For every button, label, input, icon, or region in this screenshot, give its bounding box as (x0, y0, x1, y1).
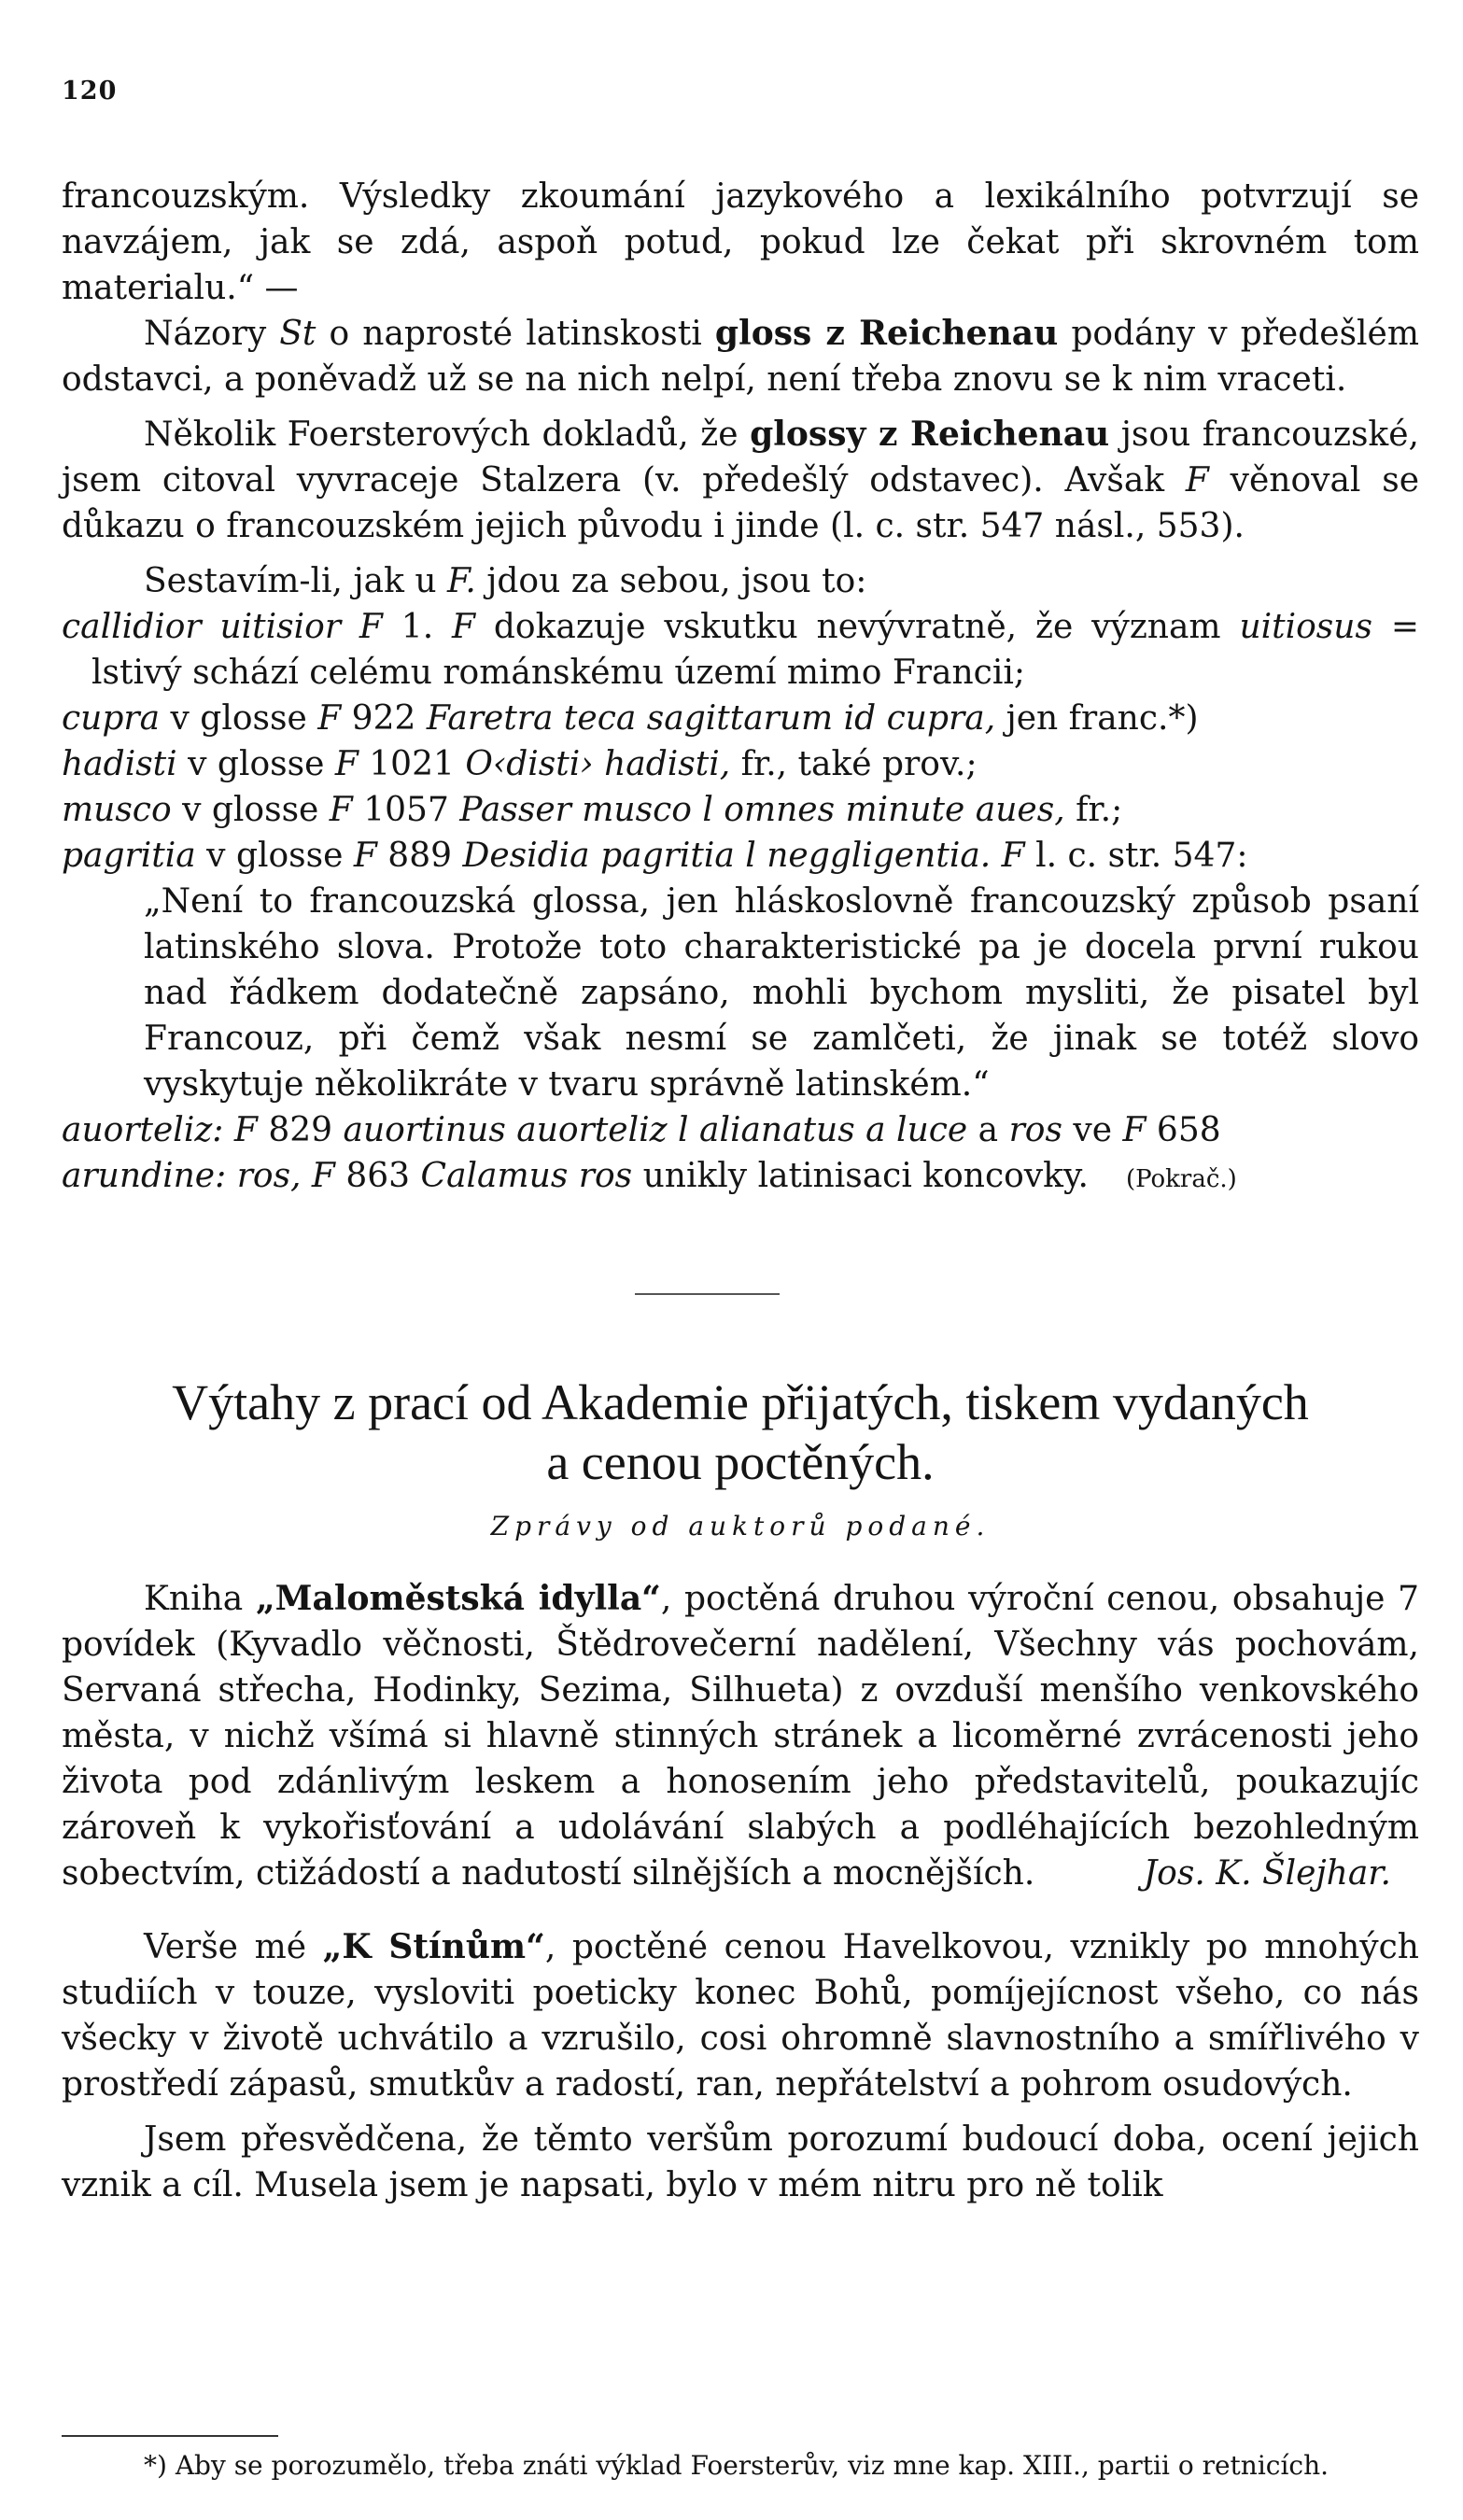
report-paragraph: Verše mé „K Stínům“, poctěné cenou Havelkovou, vznikly po mnohých studiích v touze, vysloviti poeticky konec Bohů, pomíjejícnost všeho, co nás všecky v životě uchvátilo a vzrušilo, cosi ohromně slavnostního a smířlivého v prostředí zápasů, smutkův a radostí, ran, nepřátelství a pohrom osudových. (62, 1927, 1419, 2104)
gloss-entry: musco v glosse F 1057 Passer musco l omnes minute aues, fr.; (62, 791, 1123, 829)
reports (62, 1576, 1419, 2208)
gloss-entry: arundine: ros, F 863 Calamus ros unikly latinisaci koncovky. (Pokrač.) (62, 1157, 1237, 1195)
section-divider (635, 1293, 780, 1295)
gloss-entry: hadisti v glosse F 1021 O‹disti› hadisti, fr., také prov.; (62, 745, 978, 783)
gloss-entry: pagritia v glosse F 889 Desidia pagritia l neggligentia. F l. c. str. 547: (62, 837, 1248, 875)
paragraph: francouzským. Výsledky zkoumání jazykového a lexikálního potvrzují se navzájem, jak se zdá, aspoň potud, pokud lze čekat při skrovném tom materialu.“ — (62, 177, 1419, 307)
paragraph: Několik Foersterových dokladů, že glossy z Reichenau jsou francouzské, jsem citoval vyvraceje Stalzera (v. předešlý odstavec). Avšak F věnoval se důkazu o francouzském jejich původu i jinde (l. c. str. 547 násl., 553). (62, 415, 1419, 545)
paragraph: Sestavím-li, jak u F. jdou za sebou, jsou to: (144, 562, 867, 600)
continuation-note: (Pokrač.) (1125, 1165, 1237, 1193)
report-paragraph: Jsem přesvědčena, že těmto veršům porozumí budoucí doba, ocení jejich vznik a cíl. Musela jsem je napsati, bylo v mém nitru pro ně tolik (62, 2120, 1419, 2204)
block-quote: „Není to francouzská glossa, jen hláskoslovně francouzský způsob psaní latinského slova. Protože toto charakteristické pa je docela první rukou nad řádkem dodatečně zapsáno, mohli bychom mysliti, že pisatel byl Francouz, při čemž však nesmí se zamlčeti, že jinak se totéž slovo vyskytuje několikráte v tvaru správně latinském.“ (144, 882, 1419, 1104)
gloss-list (62, 604, 1419, 1203)
gloss-entry: auorteliz: F 829 auortinus auorteliz l alianatus a luce a ros ve F 658 (62, 1111, 1221, 1149)
page-number: 120 (62, 77, 118, 106)
gloss-entry: cupra v glosse F 922 Faretra teca sagittarum id cupra, jen franc.*) (62, 699, 1199, 738)
author-signature: Jos. K. Šlejhar. (1143, 1854, 1391, 1893)
article-continuation (62, 174, 1419, 1203)
section-title: Výtahy z prací od Akademie přijatých, tiskem vydaných a cenou poctěných. (172, 1374, 1309, 1490)
section-subtitle: Zprávy od auktorů podané. (490, 1511, 991, 1542)
paragraph: Názory St o naprosté latinskosti gloss z Reichenau podány v předešlém odstavci, a poněvadž už se na nich nelpí, není třeba znovu se k nim vraceti. (62, 314, 1419, 399)
report-paragraph: Kniha „Maloměstská idylla“, poctěná druhou výroční cenou, obsahuje 7 povídek (Kyvadlo věčnosti, Štědrovečerní nadělení, Všechny vás pochovám, Servaná střecha, Hodinky, Sezima, Silhueta) z ovzduší menšího venkovského města, v nichž všímá si hlavně stinných stránek a licoměrné zvrácenosti jeho života pod zdánlivým leskem a honosením jeho představitelů, poukazujíc zároveň k vykořisťování a udolávání slabých a podléhajících bezohledným sobectvím, ctižádostí a nadutostí silnějších a mocnějších. Jos. K. Šlejhar. (62, 1576, 1419, 1896)
footnote: *) Aby se porozumělo, třeba znáti výklad Foersterův, viz mne kap. XIII., partii o retnicích. (144, 2450, 1329, 2481)
footnote-divider (62, 2435, 278, 2437)
gloss-entry: callidior uitisior F 1. F dokazuje vskutku nevývratně, že význam uitiosus = lstivý schází celému románskému území mimo Francii; (62, 608, 1419, 692)
